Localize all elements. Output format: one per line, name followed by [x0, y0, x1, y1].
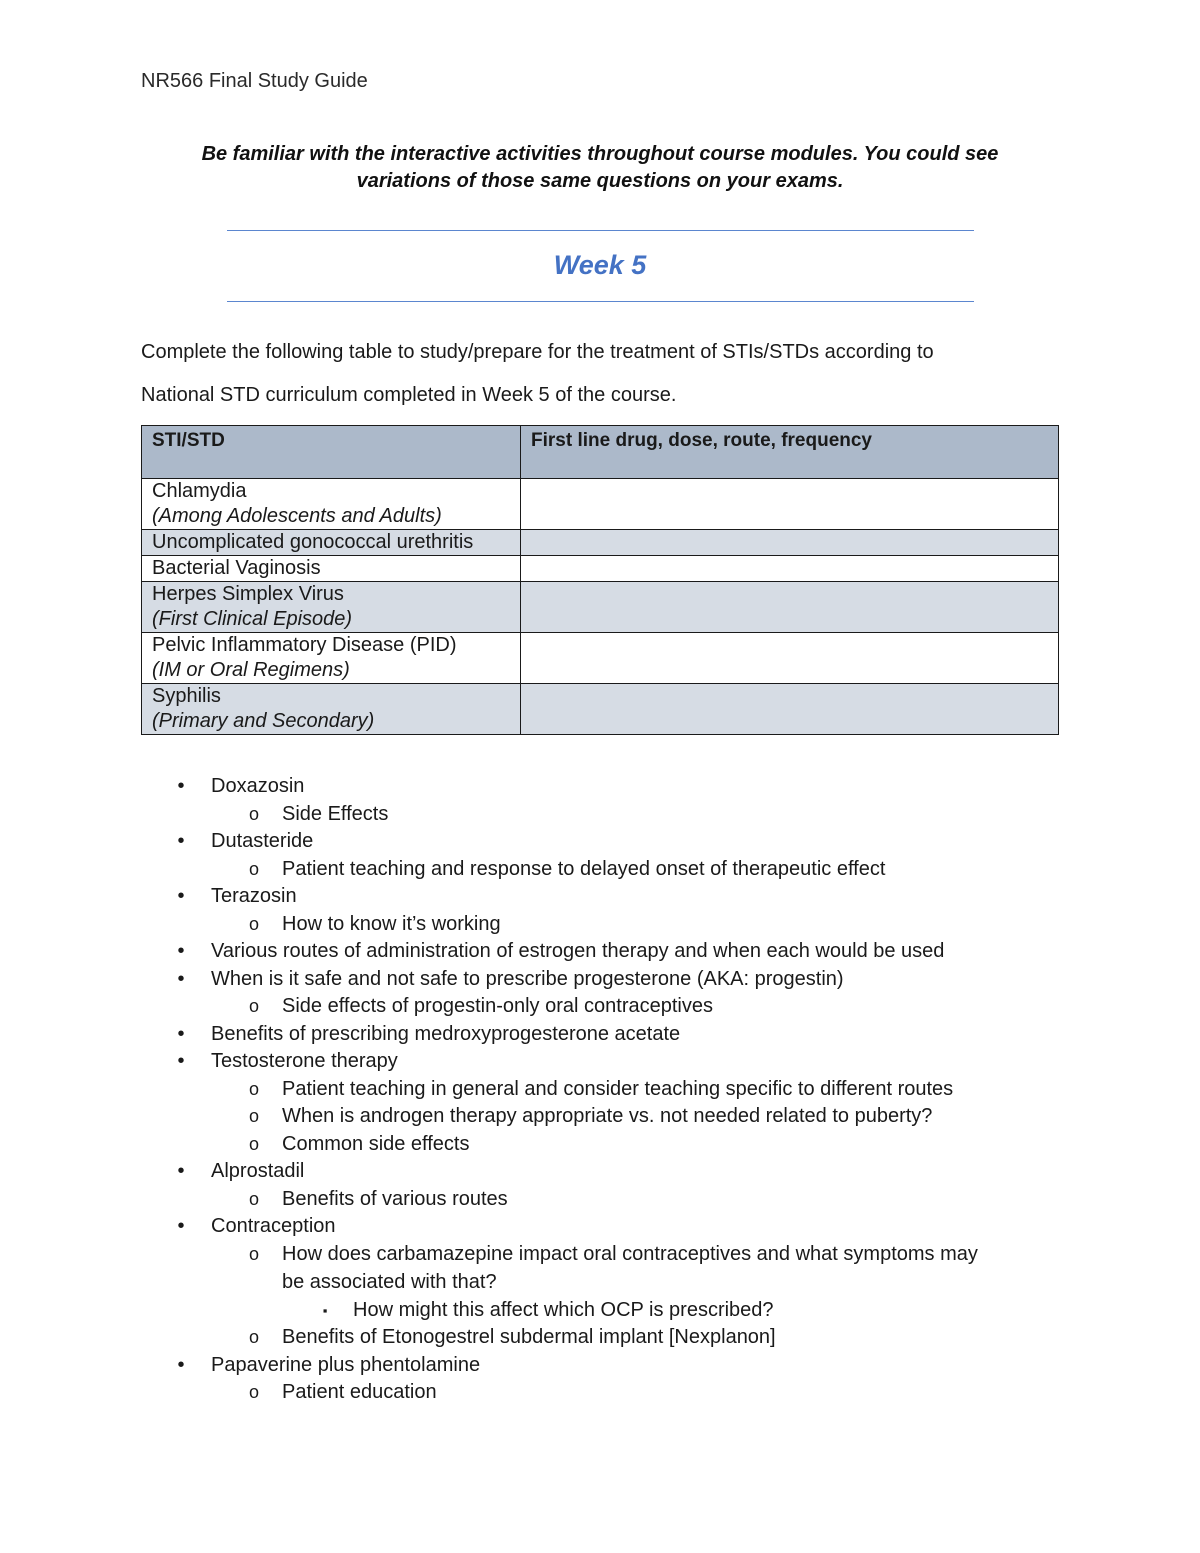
instruction-line-1: Complete the following table to study/prepare for the treatment of STIs/STDs according to: [141, 341, 934, 363]
list-item: [141, 1297, 1059, 1325]
bullet-disc-icon: •: [177, 830, 185, 852]
first-line-drug-cell[interactable]: [521, 684, 1059, 735]
list-item-text: Side effects of progestin-only oral contraceptives: [282, 995, 713, 1017]
list-item-text: Benefits of Etonogestrel subdermal implant [Nexplanon]: [282, 1326, 776, 1348]
heading-rule-bottom: [227, 301, 974, 302]
first-line-drug-cell[interactable]: [521, 582, 1059, 633]
study-topics-list: [141, 773, 1059, 1407]
list-item-text: Contraception: [211, 1215, 336, 1237]
table-row: [142, 633, 1059, 684]
list-item-text: Dutasteride: [211, 830, 314, 852]
list-item-text: How might this affect which OCP is prescribed?: [353, 1298, 774, 1321]
list-item-text: Patient teaching and response to delayed onset of therapeutic effect: [282, 857, 886, 880]
sti-qualifier: (IM or Oral Regimens): [152, 659, 350, 681]
column-header-first-line-drug: First line drug, dose, route, frequency: [521, 426, 1059, 479]
sti-qualifier: (Among Adolescents and Adults): [152, 505, 442, 527]
bullet-disc-icon: •: [177, 775, 185, 797]
bullet-disc-icon: •: [177, 1022, 185, 1045]
intro-line-2: variations of those same questions on your exams.: [356, 170, 844, 192]
bullet-disc-icon: •: [177, 967, 185, 990]
list-item-text: How does carbamazepine impact oral contraceptives and what symptoms may: [282, 1242, 978, 1265]
bullet-circle-icon: o: [248, 1243, 259, 1264]
first-line-drug-cell[interactable]: [521, 530, 1059, 556]
sti-name-cell: [142, 479, 521, 530]
section-heading: Week 5: [553, 250, 647, 280]
list-item: [141, 828, 1059, 856]
list-item: [141, 1213, 1059, 1241]
list-item: [141, 911, 1059, 939]
list-item-text: Benefits of prescribing medroxyprogesterone acetate: [211, 1022, 681, 1045]
list-item: [141, 1379, 1059, 1407]
bullet-circle-icon: o: [248, 803, 259, 824]
list-item: [141, 966, 1059, 994]
first-line-drug-cell[interactable]: [521, 479, 1059, 530]
table-row: [142, 556, 1059, 582]
bullet-circle-icon: o: [248, 1382, 259, 1402]
bullet-circle-icon: o: [248, 858, 259, 879]
list-item: [141, 801, 1059, 829]
table-row: [142, 684, 1059, 735]
list-item-text: Various routes of administration of estrogen therapy and when each would be used: [211, 940, 945, 962]
sti-name: Pelvic Inflammatory Disease (PID): [152, 634, 457, 656]
document-header-title: NR566 Final Study Guide: [141, 70, 368, 92]
bullet-circle-icon: o: [248, 1327, 259, 1347]
first-line-drug-cell[interactable]: [521, 633, 1059, 684]
bullet-disc-icon: •: [177, 940, 185, 962]
bullet-disc-icon: •: [177, 1050, 185, 1072]
intro-note: [141, 141, 1059, 195]
list-item-text: Doxazosin: [211, 775, 305, 797]
bullet-square-icon: ▪: [322, 1302, 328, 1318]
list-item: [141, 773, 1059, 801]
list-item: [141, 1076, 1059, 1104]
list-item: [141, 1324, 1059, 1352]
heading-rule-top: [227, 230, 974, 231]
bullet-disc-icon: •: [177, 1160, 185, 1182]
bullet-circle-icon: o: [248, 1188, 259, 1209]
list-item: [141, 1103, 1059, 1131]
list-item-text: Patient education: [282, 1381, 437, 1403]
sti-name: Syphilis: [152, 685, 221, 707]
sti-name: Herpes Simplex Virus: [152, 583, 344, 605]
sti-qualifier: (First Clinical Episode): [152, 608, 353, 630]
list-item-text: How to know it’s working: [282, 912, 501, 935]
list-item: [141, 1048, 1059, 1076]
sti-name-cell: [142, 530, 521, 556]
sti-treatment-table: [141, 425, 1059, 735]
list-item: [141, 856, 1059, 884]
list-item-text: When is androgen therapy appropriate vs. not needed related to puberty?: [282, 1105, 933, 1127]
sti-name-cell: [142, 556, 521, 582]
list-item: [141, 1186, 1059, 1214]
bullet-disc-icon: •: [177, 1353, 185, 1376]
list-item-text: Patient teaching in general and consider teaching specific to different routes: [282, 1077, 954, 1100]
sti-name-cell: [142, 633, 521, 684]
sti-name: Chlamydia: [152, 480, 247, 502]
bullet-circle-icon: o: [248, 996, 259, 1016]
sti-name-cell: [142, 684, 521, 735]
sti-qualifier: (Primary and Secondary): [152, 710, 375, 732]
first-line-drug-cell[interactable]: [521, 556, 1059, 582]
list-item-text: Side Effects: [282, 802, 389, 825]
column-header-sti: STI/STD: [142, 426, 521, 479]
list-item-text-continued: be associated with that?: [282, 1271, 497, 1293]
instruction-line-2: National STD curriculum completed in Week 5 of the course.: [141, 384, 677, 406]
bullet-circle-icon: o: [248, 1078, 259, 1099]
list-item-text: Benefits of various routes: [282, 1187, 508, 1210]
sti-name: Uncomplicated gonococcal urethritis: [152, 531, 474, 553]
list-item-text: Alprostadil: [211, 1160, 305, 1182]
bullet-circle-icon: o: [248, 913, 259, 934]
list-item-text: When is it safe and not safe to prescribe progesterone (AKA: progestin): [211, 967, 844, 990]
bullet-disc-icon: •: [177, 885, 185, 907]
sti-name-cell: [142, 582, 521, 633]
list-item: [141, 1352, 1059, 1380]
intro-line-1: Be familiar with the interactive activities throughout course modules. You could see: [201, 143, 999, 165]
list-item: [141, 1241, 1059, 1297]
list-item: [141, 993, 1059, 1021]
list-item: [141, 1158, 1059, 1186]
list-item: [141, 1131, 1059, 1159]
table-row: [142, 582, 1059, 633]
bullet-circle-icon: o: [248, 1133, 259, 1154]
bullet-circle-icon: o: [248, 1106, 259, 1126]
list-item-text: Terazosin: [211, 885, 297, 907]
list-item: [141, 938, 1059, 966]
table-row: [142, 530, 1059, 556]
table-header-row: [142, 426, 1059, 479]
table-row: [142, 479, 1059, 530]
list-item-text: Papaverine plus phentolamine: [211, 1353, 481, 1376]
bullet-disc-icon: •: [177, 1215, 185, 1237]
list-item-text: Testosterone therapy: [211, 1050, 398, 1072]
list-item-text: Common side effects: [282, 1132, 470, 1155]
list-item: [141, 1021, 1059, 1049]
list-item: [141, 883, 1059, 911]
sti-name: Bacterial Vaginosis: [152, 557, 321, 579]
